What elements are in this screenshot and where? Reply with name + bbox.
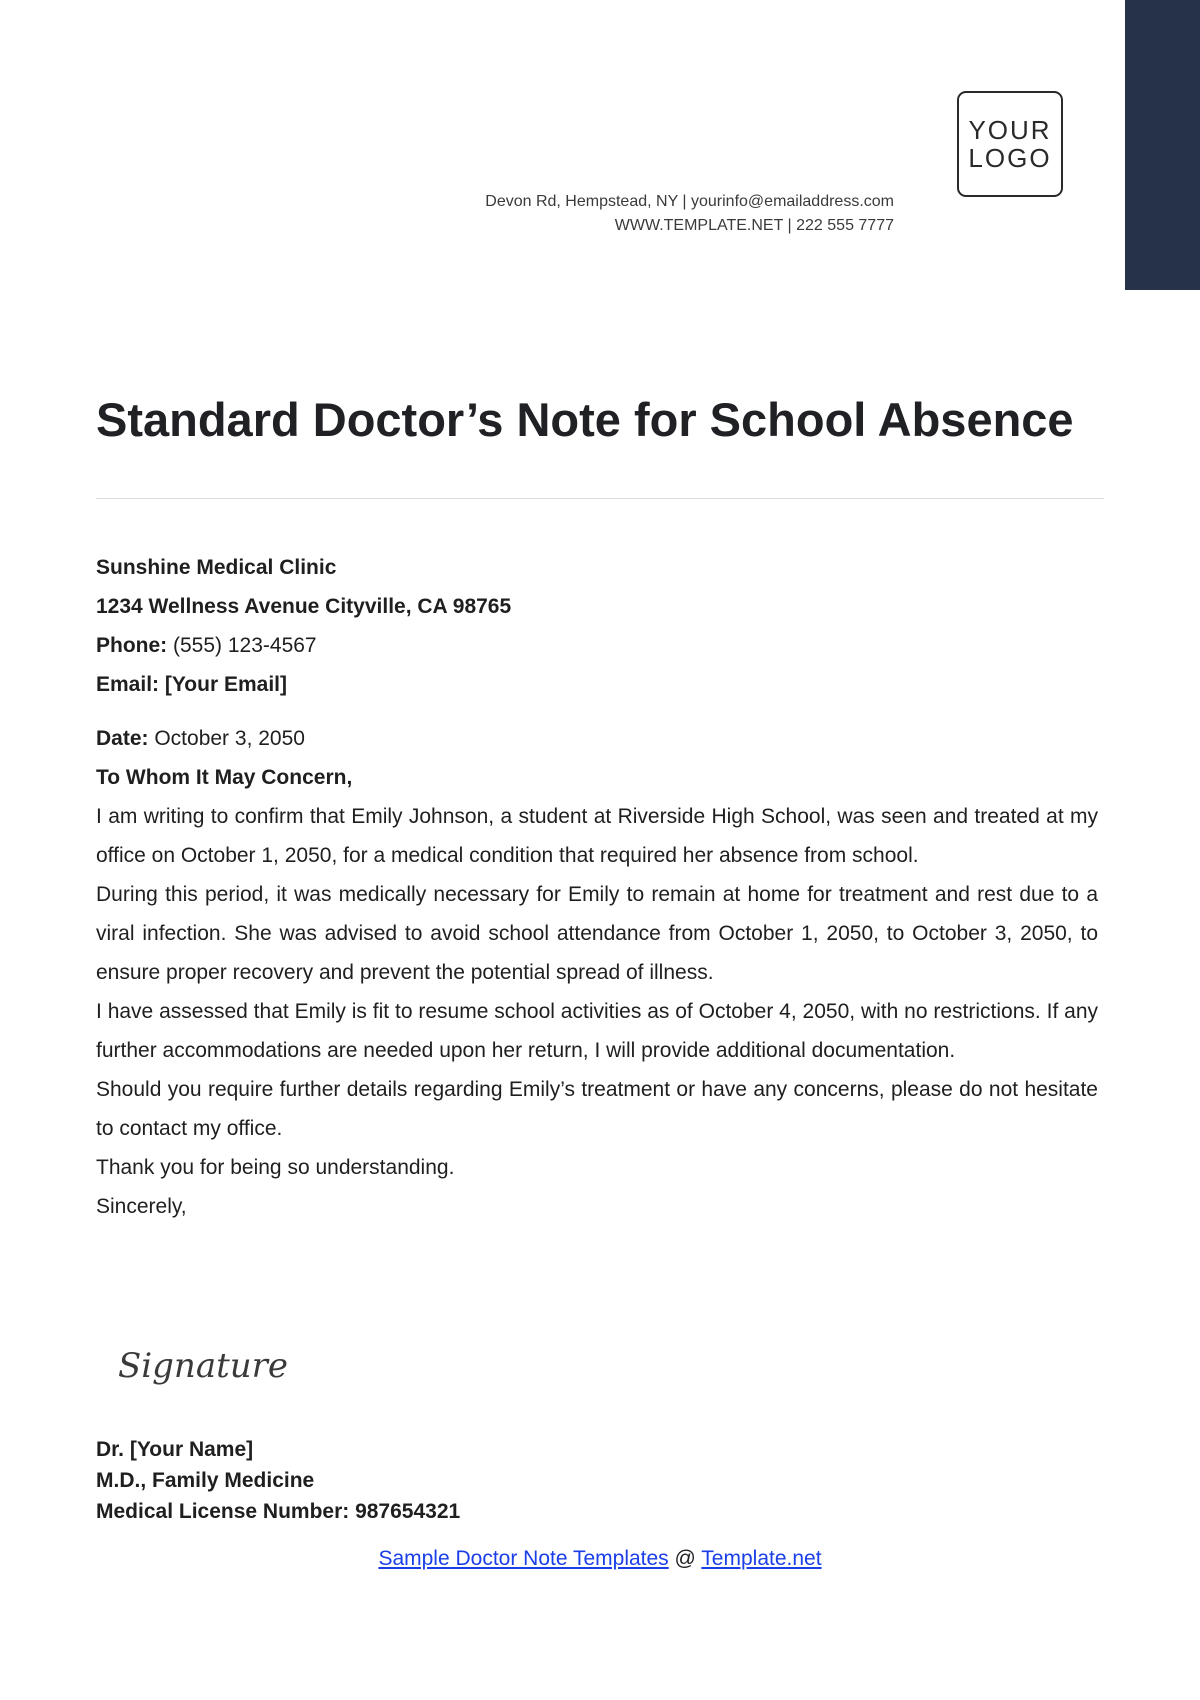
clinic-address: 1234 Wellness Avenue Cityville, CA 98765 [96, 595, 512, 618]
clinic-email: Email: [Your Email] [96, 673, 287, 696]
document-title: Standard Doctor’s Note for School Absence [96, 393, 1074, 446]
contact-line-1: Devon Rd, Hempstead, NY | yourinfo@emailaddress.com [485, 193, 894, 210]
signer-license: Medical License Number: 987654321 [96, 1500, 461, 1523]
clinic-phone [96, 626, 1098, 665]
signature: Signature [118, 1346, 289, 1386]
paragraph-1: I am writing to confirm that Emily Johnson, a student at Riverside High School, was seen and treated at my office on October 1, 2050, for a medical condition that required her absence from school. [96, 805, 1098, 867]
title-divider [96, 498, 1104, 499]
logo-placeholder [957, 91, 1063, 197]
salutation: To Whom It May Concern, [96, 766, 353, 789]
footer-separator: @ [668, 1547, 702, 1570]
date-label: Date: [96, 727, 149, 750]
accent-side-bar [1125, 0, 1200, 290]
paragraph-2: During this period, it was medically necessary for Emily to remain at home for treatment and rest due to a viral infection. She was advised to avoid school attendance from October 1, 2050, to October 3, 2050, to ensure proper recovery and prevent the potential spread of illness. [96, 883, 1098, 984]
clinic-info [96, 548, 1098, 704]
clinic-name: Sunshine Medical Clinic [96, 556, 337, 579]
contact-info [485, 190, 894, 238]
footer [0, 1547, 1200, 1571]
paragraph-3: I have assessed that Emily is fit to resume school activities as of October 4, 2050, with no restrictions. If any further accommodations are needed upon her return, I will provide additional documentation. [96, 1000, 1098, 1062]
signer-name: Dr. [Your Name] [96, 1438, 254, 1461]
footer-link-template-net[interactable]: Template.net [701, 1547, 822, 1570]
phone-label: Phone: [96, 634, 168, 657]
logo-line-1: YOUR [968, 115, 1052, 145]
letter-date [96, 719, 1098, 758]
signer-block [96, 1434, 1098, 1527]
closing-sincerely: Sincerely, [96, 1195, 187, 1218]
logo-line-2: LOGO [968, 143, 1052, 173]
letter-body [96, 719, 1098, 1226]
footer-link-templates[interactable]: Sample Doctor Note Templates [378, 1547, 669, 1570]
date-value: October 3, 2050 [148, 727, 305, 750]
phone-value: (555) 123-4567 [167, 634, 317, 657]
closing-thanks: Thank you for being so understanding. [96, 1156, 455, 1179]
paragraph-4: Should you require further details regarding Emily’s treatment or have any concerns, please do not hesitate to contact my office. [96, 1078, 1098, 1140]
signer-credentials: M.D., Family Medicine [96, 1469, 315, 1492]
contact-line-2: WWW.TEMPLATE.NET | 222 555 7777 [614, 217, 894, 234]
